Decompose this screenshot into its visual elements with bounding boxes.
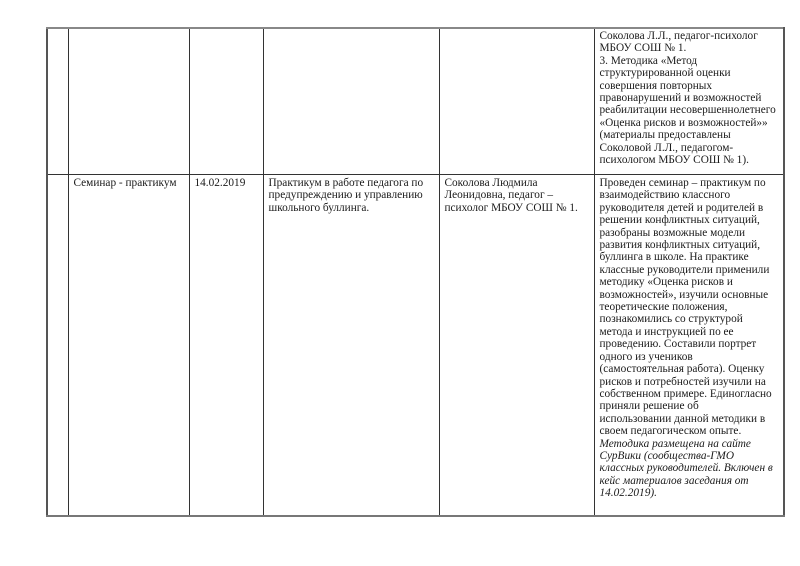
result-text-line: «Оценка рисков и возможностей»» <box>599 116 768 129</box>
cell-topic <box>263 28 439 175</box>
result-text-line: совершения повторных <box>599 79 713 92</box>
result-note-line: кейс материалов заседания от <box>599 474 749 487</box>
result-note-line: Методика размещена на сайте <box>599 437 751 450</box>
result-text-line: (самостоятельная работа). Оценку <box>599 363 765 376</box>
result-note-line: классных руководителей. Включен в <box>599 462 773 475</box>
result-text-line: реабилитации несовершеннолетнего <box>599 104 776 117</box>
topic-text-line: предупреждению и управлению <box>268 189 423 202</box>
events-table <box>46 27 785 517</box>
result-text-line: метода и инструкцией по ее <box>599 325 734 338</box>
result-text-line: одного из учеников <box>599 350 693 363</box>
result-text-line: познакомились со структурой <box>599 313 743 326</box>
result-text-line: буллинга в школе. На практике <box>599 251 749 264</box>
cell-form <box>68 28 189 175</box>
result-text-line: руководителя детей и родителей в <box>599 201 764 214</box>
result-text-line: рисков и потребностей изучили на <box>599 375 766 388</box>
result-text-line: Соколовой Л.Л., педагогом- <box>599 141 734 154</box>
result-text-line: 3. Методика «Метод <box>599 54 698 67</box>
result-text-line: возможностей», изучили основные <box>599 288 769 301</box>
topic-text-line: Практикум в работе педагога по <box>268 177 424 189</box>
result-text-line: методику «Оценка рисков и <box>599 276 733 289</box>
result-text-line: структурированной оценки <box>599 67 731 80</box>
result-text-line: собственном примере. Единогласно <box>599 387 772 400</box>
cell-topic <box>263 175 439 517</box>
table-row-seminar <box>47 175 784 517</box>
topic-text-line: школьного буллинга. <box>268 201 370 214</box>
presenter-text-line: Соколова Людмила <box>444 177 538 189</box>
presenter-text-line: психолог МБОУ СОШ № 1. <box>444 201 578 214</box>
result-note-line: СурВики (сообщества-ГМО <box>599 449 734 462</box>
presenter-text-line: Леонидовна, педагог – <box>444 189 554 202</box>
result-text-line: МБОУ СОШ № 1. <box>599 42 687 55</box>
result-text-line: Проведен семинар – практикум по <box>599 177 766 189</box>
cell-number <box>47 28 68 175</box>
cell-date: 14.02.2019 <box>189 175 263 517</box>
result-text-line: (материалы предоставлены <box>599 129 731 142</box>
result-text-line: Соколова Л.Л., педагог-психолог <box>599 30 758 42</box>
cell-result <box>594 175 784 517</box>
result-text-line: использовании данной методики в <box>599 412 766 425</box>
cell-number <box>47 175 68 517</box>
result-text-line: своем педагогическом опыте. <box>599 425 742 438</box>
result-text-line: теоретические положения, <box>599 301 728 314</box>
result-text-line: психологом МБОУ СОШ № 1). <box>599 154 749 167</box>
cell-presenter <box>439 28 594 175</box>
table-row-continued <box>47 28 784 175</box>
cell-date <box>189 28 263 175</box>
cell-result <box>594 28 784 175</box>
cell-form: Семинар - практикум <box>68 175 189 517</box>
result-text-line: классные руководители применили <box>599 263 770 276</box>
result-text-line: решении конфликтных ситуаций, <box>599 214 760 227</box>
result-note-line: 14.02.2019). <box>599 487 657 500</box>
result-text-line: правонарушений и возможностей <box>599 92 762 105</box>
result-text-line: разобраны возможные модели <box>599 226 745 239</box>
result-text-line: проведению. Составили портрет <box>599 338 757 351</box>
cell-presenter <box>439 175 594 517</box>
result-text-line: развития конфликтных ситуаций, <box>599 239 761 252</box>
result-text-line: приняли решение об <box>599 400 699 413</box>
result-text-line: взаимодействию классного <box>599 189 731 202</box>
